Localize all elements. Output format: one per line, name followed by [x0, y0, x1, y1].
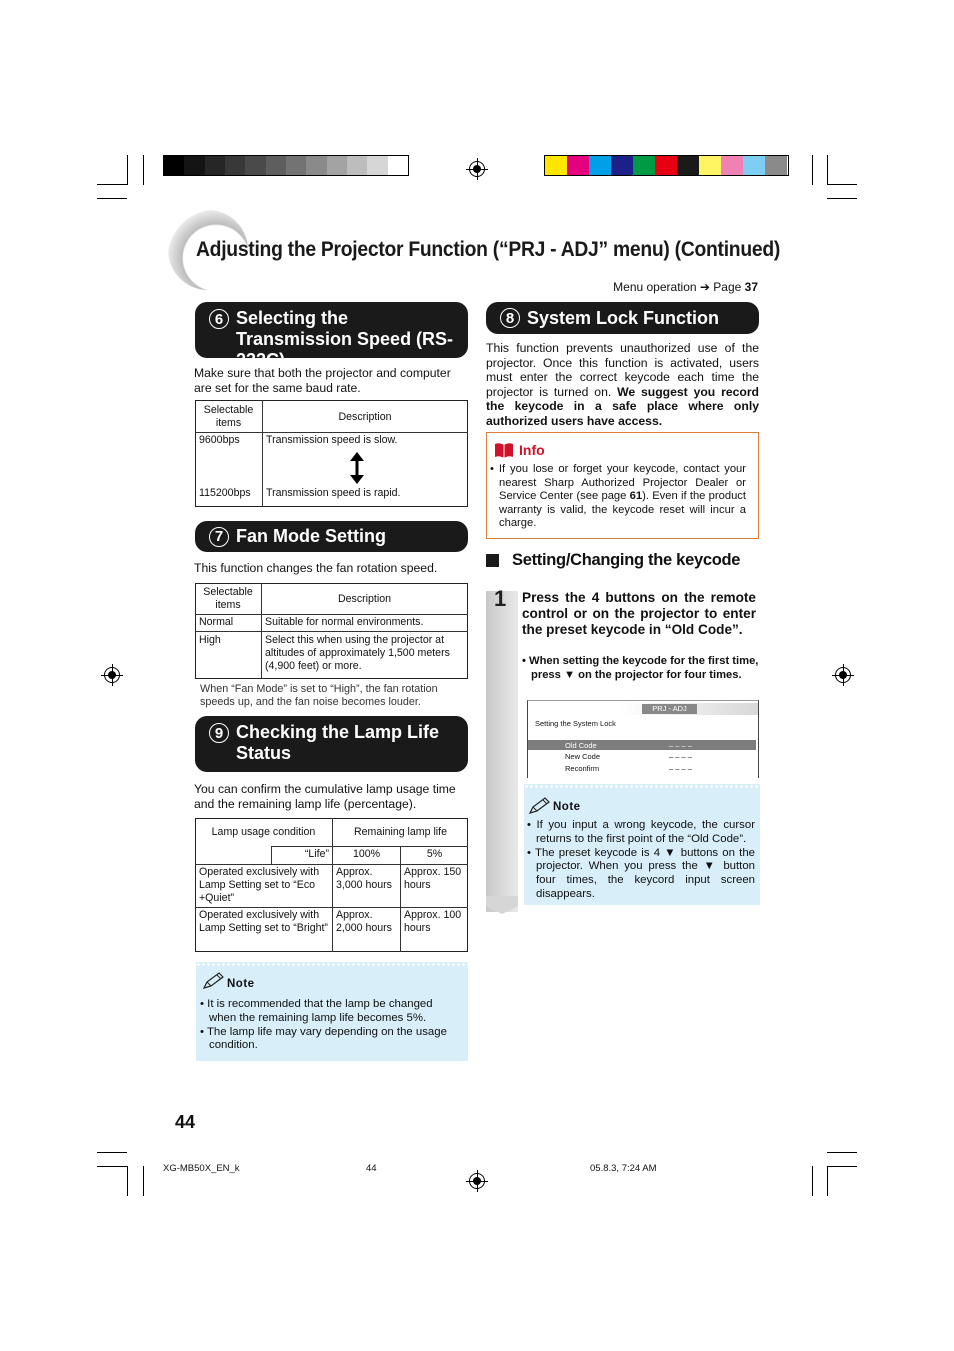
note-item: • The lamp life may vary depending on the usage condition.	[200, 1026, 462, 1054]
registration-mark-icon	[469, 1173, 485, 1189]
note-title: Note	[227, 978, 255, 990]
note-item: • The preset keycode is 4 ▼ buttons on the projector. When you press the ▼ button four times, the keycord input screen disappears.	[527, 847, 755, 902]
crop-mark	[143, 1166, 144, 1196]
color-swatch	[184, 156, 204, 175]
osd-row-value: – – – –	[669, 741, 692, 750]
color-swatch	[266, 156, 286, 175]
crop-mark	[827, 184, 857, 185]
section-header-system-lock	[486, 302, 759, 334]
osd-row-label: Old Code	[565, 741, 597, 750]
footer-date: 05.8.3, 7:24 AM	[590, 1163, 657, 1174]
note-item: • If you input a wrong keycode, the cursor returns to the first point of the “Old Code”.	[527, 819, 755, 847]
osd-screen	[527, 700, 759, 778]
section-number: 6	[209, 309, 229, 329]
registration-mark-icon	[835, 667, 851, 683]
section-title: Fan Mode Setting	[236, 526, 386, 546]
table-cell: Approx. 100 hours	[404, 909, 462, 934]
color-swatch	[721, 156, 743, 175]
color-swatch	[699, 156, 721, 175]
color-swatch	[164, 156, 184, 175]
table-cell: Approx. 2,000 hours	[336, 909, 392, 934]
table-header: Selectable items	[203, 586, 253, 611]
table-header: Description	[338, 593, 391, 605]
osd-tab: PRJ - ADJ	[642, 704, 697, 714]
section-number: 7	[209, 527, 229, 547]
step-column-tail	[486, 896, 518, 914]
color-swatch	[286, 156, 306, 175]
info-box	[486, 432, 759, 539]
color-swatch	[567, 156, 589, 175]
section-title: Checking the Lamp Life Status	[236, 722, 440, 763]
fan-intro: This function changes the fan rotation speed.	[194, 561, 438, 575]
step-instruction: Press the 4 buttons on the remote control or on the projector to enter the preset keycode in “Old Code”.	[522, 590, 756, 637]
color-swatch	[225, 156, 245, 175]
color-swatch	[367, 156, 387, 175]
table-header: Selectable items	[203, 404, 254, 429]
menu-operation-ref: Menu operation ➔ Page 37	[613, 280, 758, 294]
color-swatch	[327, 156, 347, 175]
book-icon	[494, 442, 514, 459]
footer-page: 44	[366, 1163, 377, 1174]
crop-mark	[97, 1152, 127, 1153]
table-cell: Normal	[199, 616, 234, 628]
table-header: Remaining lamp life	[353, 826, 448, 838]
table-cell: Approx. 150 hours	[404, 866, 462, 891]
color-swatch	[633, 156, 655, 175]
step-column	[486, 585, 518, 912]
table-header: “Life”	[304, 848, 329, 860]
table-cell: Operated exclusively with Lamp Setting set to “Eco +Quiet”	[199, 866, 320, 904]
footer-file: XG-MB50X_EN_k	[163, 1163, 240, 1174]
section-title: Selecting the Transmission Speed (RS-232C)	[236, 308, 454, 370]
osd-row-value: – – – –	[669, 752, 692, 761]
color-swatch	[589, 156, 611, 175]
table-cell: Select this when using the projector at altitudes of approximately 1,500 meters (4,900 feet) or more.	[265, 634, 450, 672]
process-color-bar	[544, 155, 789, 176]
crop-mark	[827, 155, 828, 185]
pencil-note-icon	[528, 797, 550, 815]
double-arrow-icon	[349, 452, 365, 484]
color-swatch	[306, 156, 326, 175]
crop-mark	[127, 155, 128, 185]
crop-mark	[97, 184, 127, 185]
section-header-lamp-life	[195, 716, 468, 772]
registration-mark-icon	[469, 161, 485, 177]
crop-mark	[97, 198, 127, 199]
color-swatch	[765, 156, 787, 175]
color-swatch	[611, 156, 633, 175]
crop-mark	[127, 1166, 128, 1196]
pencil-note-icon	[202, 972, 224, 990]
lamp-intro: You can confirm the cumulative lamp usage time and the remaining lamp life (percentage).	[194, 782, 456, 811]
color-swatch	[245, 156, 265, 175]
osd-row-label: Reconfirm	[565, 764, 600, 773]
table-header: 5%	[426, 848, 443, 860]
transmission-intro: Make sure that both the projector and computer are set for the same baud rate.	[194, 366, 451, 395]
color-swatch	[655, 156, 677, 175]
subhead-square-icon	[486, 554, 499, 567]
color-swatch	[205, 156, 225, 175]
crop-mark	[812, 1166, 813, 1196]
subheading-keycode: Setting/Changing the keycode	[512, 551, 741, 569]
lamp-note-list	[200, 998, 462, 1053]
table-cell: Transmission speed is rapid.	[266, 487, 401, 499]
fan-note: When “Fan Mode” is set to “High”, the fan rotation speeds up, and the fan noise becomes louder.	[200, 683, 438, 708]
info-list	[490, 463, 746, 531]
table-header: Description	[338, 411, 392, 423]
crop-mark	[827, 1166, 857, 1167]
table-cell: 115200bps	[199, 487, 251, 499]
section-number: 9	[209, 723, 229, 743]
crop-mark	[143, 155, 144, 185]
section-title: System Lock Function	[527, 307, 720, 328]
crop-mark	[97, 1166, 127, 1167]
page-number: 44	[175, 1112, 196, 1132]
color-swatch	[347, 156, 367, 175]
osd-row-label: New Code	[565, 752, 601, 761]
osd-row-value: – – – –	[669, 764, 692, 773]
section-number: 8	[500, 308, 520, 328]
info-title: Info	[519, 442, 545, 458]
crop-mark	[827, 198, 857, 199]
table-cell: High	[199, 634, 221, 646]
section-header-fan-mode	[195, 521, 468, 552]
system-lock-intro: This function prevents unauthorized use of the projector. Once this function is activated, users must enter the correct keycode each time the projector is turned on. We suggest you record the keycode in a safe place where only authorized users have access.	[486, 341, 760, 428]
info-item: • If you lose or forget your keycode, contact your nearest Sharp Authorized Projector Dealer or Service Center (see page 61). Even if the product warranty is valid, the keycode reset will incur a charge.	[490, 463, 746, 531]
step-number: 1	[494, 586, 507, 611]
grayscale-color-bar	[163, 155, 409, 176]
table-cell: 9600bps	[199, 434, 240, 446]
page-title: Adjusting the Projector Function (“PRJ - ADJ” menu) (Continued)	[196, 238, 781, 261]
color-swatch	[743, 156, 765, 175]
section-header-transmission-speed	[195, 302, 468, 370]
registration-mark-icon	[104, 667, 120, 683]
table-cell: Operated exclusively with Lamp Setting set to “Bright”	[199, 909, 328, 934]
step-subnote: • When setting the keycode for the first time, press ▼ on the projector for four times.	[522, 655, 759, 681]
table-cell: Suitable for normal environments.	[265, 616, 424, 628]
crop-mark	[827, 1152, 857, 1153]
note-item: • It is recommended that the lamp be changed when the remaining lamp life becomes 5%.	[200, 998, 462, 1026]
table-cell: Transmission speed is slow.	[266, 434, 398, 446]
crop-mark	[827, 1166, 828, 1196]
keycode-note-list	[527, 819, 755, 902]
crop-mark	[812, 155, 813, 185]
osd-heading: Setting the System Lock	[535, 719, 616, 728]
table-header: 100%	[352, 848, 381, 860]
color-swatch	[677, 156, 699, 175]
color-swatch	[545, 156, 567, 175]
table-cell: Approx. 3,000 hours	[336, 866, 392, 891]
note-title: Note	[553, 801, 581, 813]
color-swatch	[388, 156, 408, 175]
table-header: Lamp usage condition	[211, 826, 316, 838]
